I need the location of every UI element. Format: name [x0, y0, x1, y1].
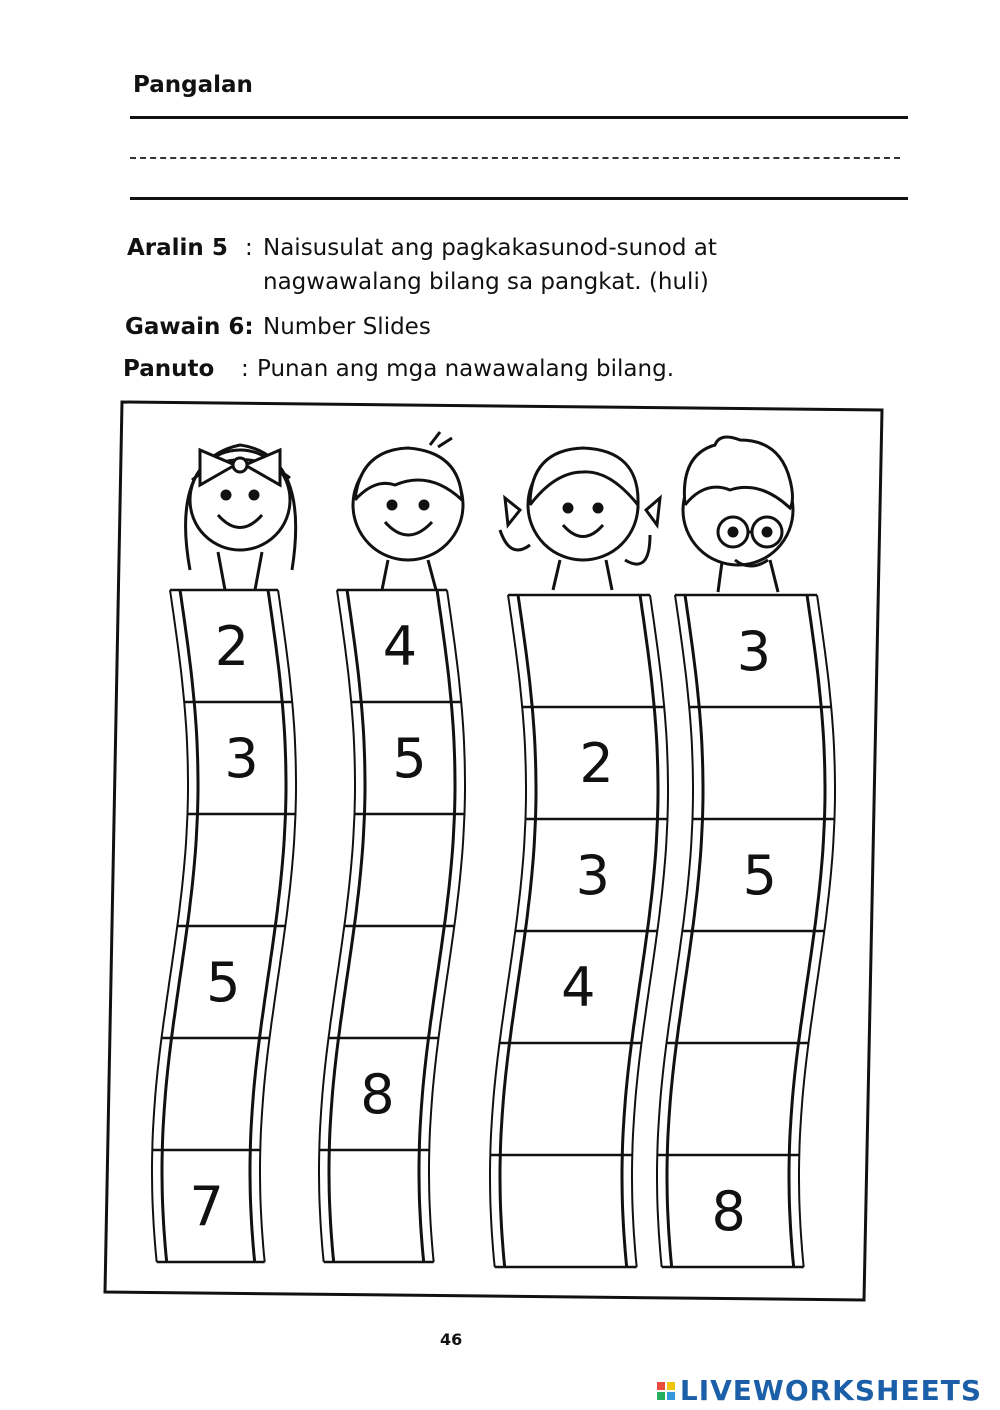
instruction-text: Punan ang mga nawawalang bilang.: [257, 356, 675, 382]
brand-logo: [657, 1374, 982, 1407]
brand-name: LIVEWORKSHEETS: [679, 1374, 982, 1407]
boy-icon: [353, 432, 463, 590]
lesson-label: Aralin 5: [127, 235, 228, 261]
brand-mark-square: [667, 1392, 675, 1400]
slide-number: 4: [561, 956, 596, 1019]
name-label: Pangalan: [133, 72, 253, 98]
instruction-label: Panuto: [123, 356, 215, 382]
number-slide-4: [657, 595, 835, 1267]
lesson-text-line1: Naisusulat ang pagkakasunod-sunod at: [263, 235, 717, 261]
brand-mark-icon: [657, 1382, 675, 1400]
number-slide-1: [152, 590, 296, 1262]
girl-with-pigtails-icon: [500, 448, 660, 590]
number-slide-3: [490, 595, 668, 1267]
slide-number: 3: [575, 844, 610, 907]
slide-number: 2: [579, 732, 614, 795]
activity-label: Gawain 6:: [125, 314, 254, 340]
slide-number: 5: [206, 951, 241, 1014]
lesson-colon: :: [245, 235, 253, 261]
slide-number: 4: [382, 615, 418, 678]
brand-mark-square: [657, 1392, 665, 1400]
slide-number: 5: [392, 727, 427, 790]
slide-number: 3: [224, 727, 259, 790]
slide-number: 7: [189, 1175, 224, 1238]
slide-number: 8: [360, 1063, 395, 1126]
page-number: 46: [440, 1330, 463, 1349]
girl-with-bow-icon: [186, 445, 296, 590]
brand-mark-square: [657, 1382, 665, 1390]
slide-number: 8: [711, 1180, 746, 1243]
instruction-colon: :: [241, 356, 249, 382]
slide-number: 3: [736, 620, 772, 683]
brand-mark-square: [667, 1382, 675, 1390]
slide-number: 5: [742, 844, 777, 907]
slide-number: 2: [214, 615, 250, 678]
lesson-text-line2: nagwawalang bilang sa pangkat. (huli): [263, 269, 709, 295]
number-slide-2: [319, 590, 465, 1262]
activity-text: Number Slides: [263, 314, 431, 340]
boy-with-glasses-icon: [683, 437, 793, 592]
